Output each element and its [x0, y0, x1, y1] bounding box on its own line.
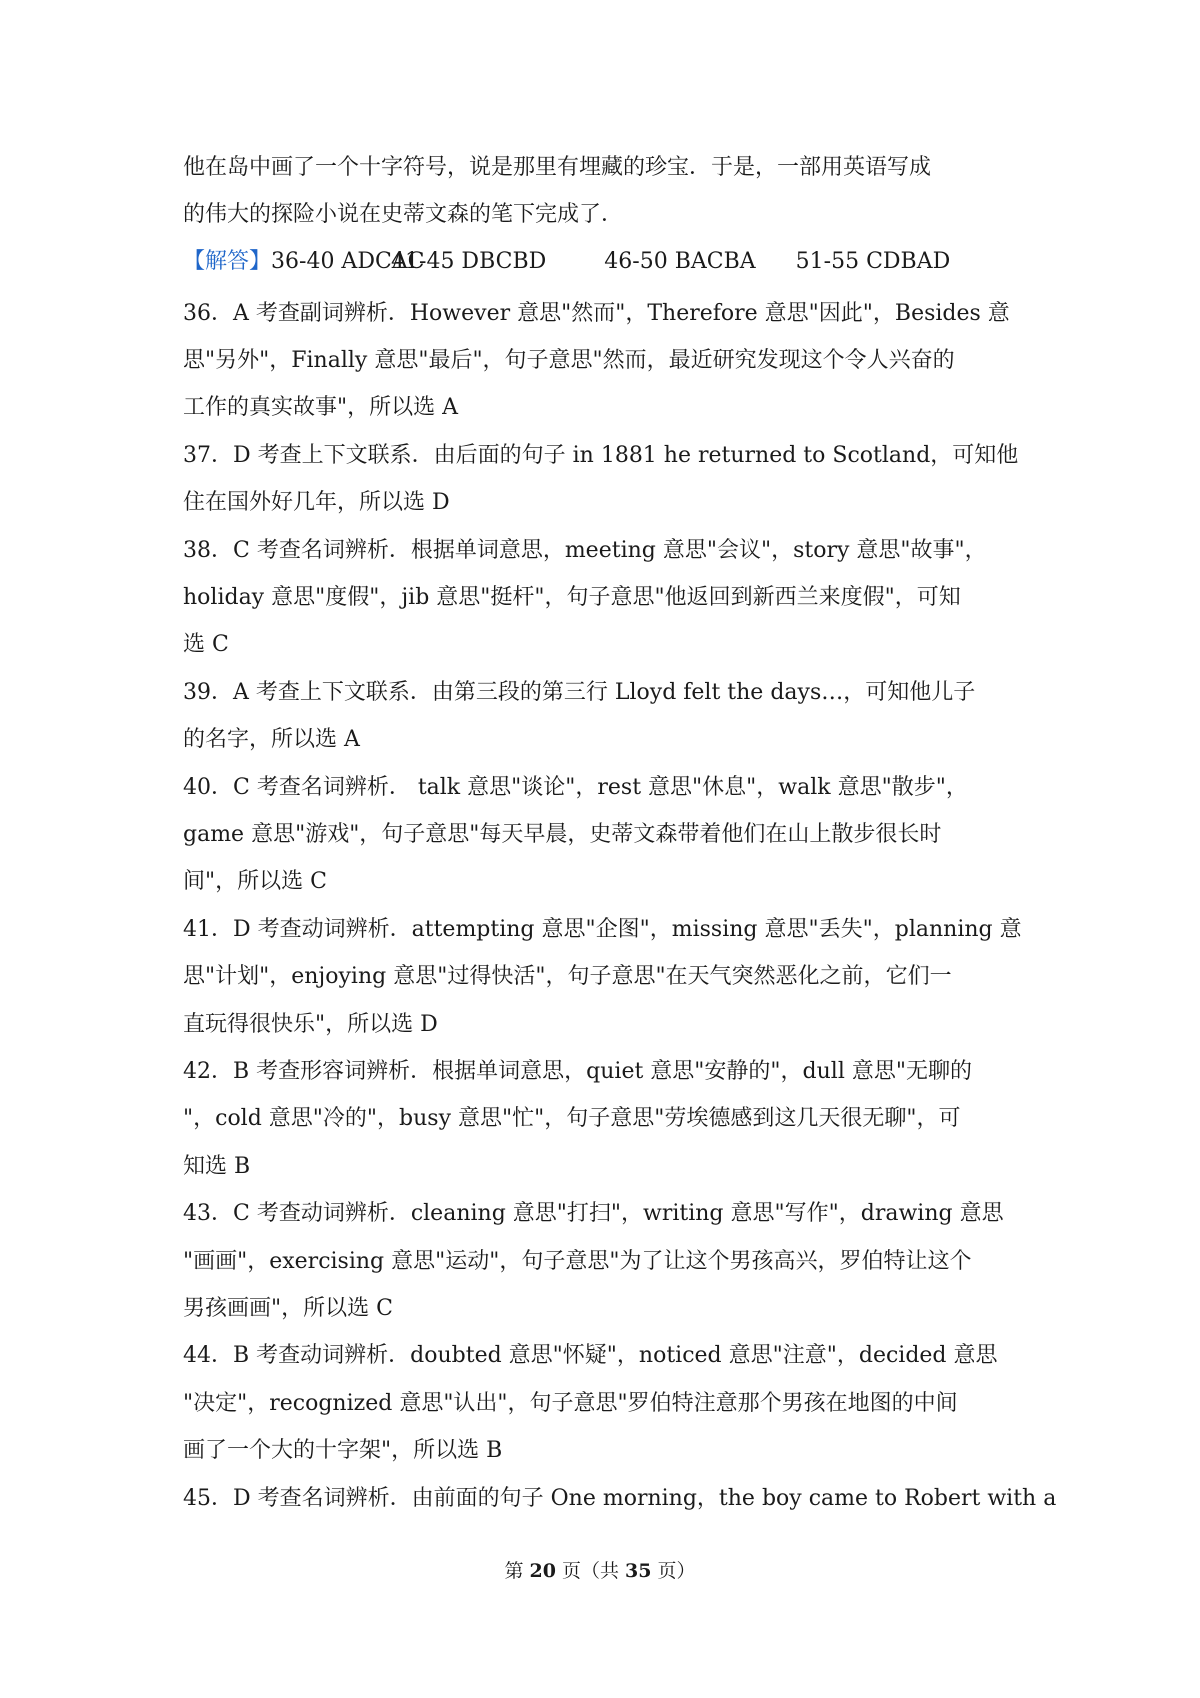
text-line: 男孩画画"，所以选 C [183, 1296, 393, 1321]
text-line: 知选 B [183, 1154, 251, 1179]
footer-prefix: 第 [504, 1560, 530, 1582]
page-number: 20 [529, 1560, 556, 1582]
text-line: game 意思"游戏"，句子意思"每天早晨，史蒂文森带着他们在山上散步很长时 [183, 822, 942, 847]
text-line: 40．C 考查名词辨析． talk 意思"谈论"，rest 意思"休息"，walk 意思"散步"， [183, 775, 968, 800]
text-line: 直玩得很快乐"，所以选 D [183, 1012, 438, 1037]
footer-middle: 页（共 [555, 1560, 626, 1582]
text-line: 38．C 考查名词辨析．根据单词意思，meeting 意思"会议"，story 意思"故事"， [183, 538, 987, 563]
text-line: "画画"，exercising 意思"运动"，句子意思"为了让这个男孩高兴，罗伯特让这个 [183, 1249, 972, 1274]
text-line: 画了一个大的十字架"，所以选 B [183, 1438, 503, 1463]
text-line: 36．A 考查副词辨析．However 意思"然而"，Therefore 意思"因此"，Besides 意 [183, 301, 1010, 326]
text-line: 43．C 考查动词辨析．cleaning 意思"打扫"，writing 意思"写作"，drawing 意思 [183, 1201, 1004, 1226]
answer-summary [183, 247, 950, 277]
text-line: 45．D 考查名词辨析．由前面的句子 One morning，the boy came to Robert with a [183, 1486, 1057, 1511]
text-line: "决定"，recognized 意思"认出"，句子意思"罗伯特注意那个男孩在地图的中间 [183, 1391, 958, 1416]
text-line: 41．D 考查动词辨析．attempting 意思"企图"，missing 意思"丢失"，planning 意 [183, 917, 1022, 942]
text-line: 住在国外好几年，所以选 D [183, 490, 450, 515]
page-footer [0, 1558, 1200, 1584]
text-line: 42．B 考查形容词辨析．根据单词意思，quiet 意思"安静的"，dull 意思"无聊的 [183, 1059, 972, 1084]
text-line: 的名字，所以选 A [183, 727, 360, 752]
text-line: 思"计划"，enjoying 意思"过得快活"，句子意思"在天气突然恶化之前，它们一 [183, 964, 952, 989]
answer-group: 51-55 CDBAD [795, 249, 951, 274]
text-line: 37．D 考查上下文联系．由后面的句子 in 1881 he returned to Scotland，可知他 [183, 443, 1019, 468]
total-pages: 35 [625, 1560, 652, 1582]
text-line: 他在岛中画了一个十字符号，说是那里有埋藏的珍宝．于是，一部用英语写成 [183, 155, 932, 180]
text-line: 的伟大的探险小说在史蒂文森的笔下完成了． [183, 202, 624, 227]
text-line: "，cold 意思"冷的"，busy 意思"忙"，句子意思"劳埃德感到这几天很无聊"，可 [183, 1106, 961, 1131]
text-line: 选 C [183, 632, 229, 657]
answer-label: 【解答】 [183, 249, 272, 274]
text-line: holiday 意思"度假"，jib 意思"挺杆"，句子意思"他返回到新西兰来度假"，可知 [183, 585, 961, 610]
text-line: 39．A 考查上下文联系．由第三段的第三行 Lloyd felt the days…，可知他儿子 [183, 680, 976, 705]
text-line: 44．B 考查动词辨析．doubted 意思"怀疑"，noticed 意思"注意"，decided 意思 [183, 1343, 998, 1368]
answer-group: 41-45 DBCBD [391, 249, 547, 274]
text-line: 思"另外"，Finally 意思"最后"，句子意思"然而，最近研究发现这个令人兴奋的 [183, 348, 955, 373]
answer-group: 46-50 BACBA [604, 249, 756, 274]
footer-suffix: 页） [651, 1560, 696, 1582]
text-line: 间"，所以选 C [183, 869, 327, 894]
text-line: 工作的真实故事"，所以选 A [183, 395, 459, 420]
answer-group: 36-40 ADCAC [271, 249, 425, 274]
